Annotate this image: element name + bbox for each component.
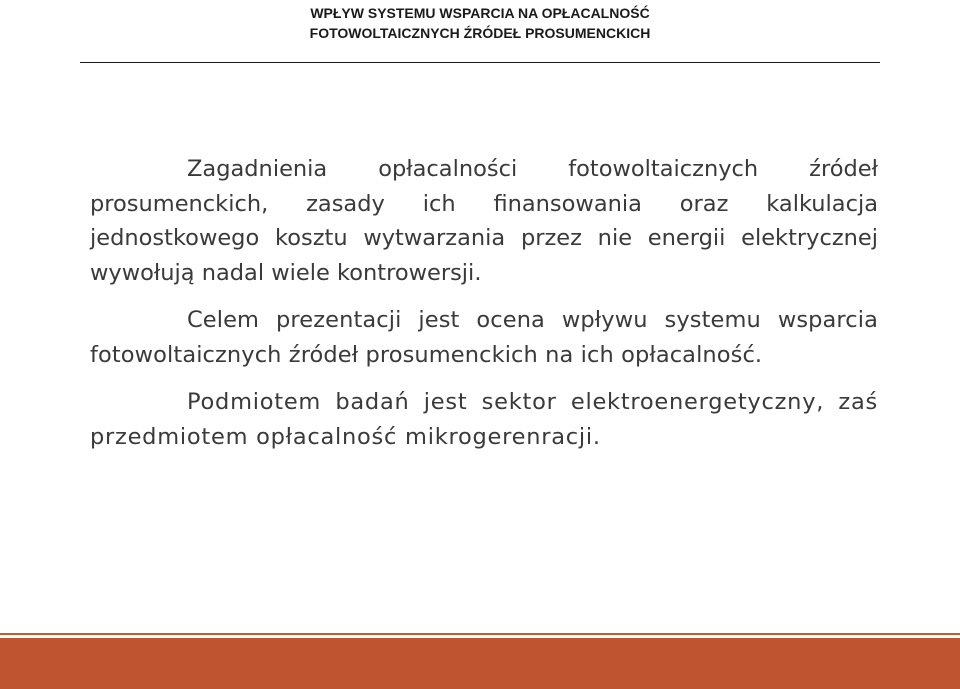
paragraph-2: Celem prezentacji jest ocena wpływu systemu wsparcia fotowoltaicznych źródeł prosumenckich na ich opłacalność. xyxy=(90,307,878,368)
footer-bar xyxy=(0,638,960,689)
header-title-line-1: WPŁYW SYSTEMU WSPARCIA NA OPŁACALNOŚĆ xyxy=(310,5,650,21)
paragraph-1: Zagadnienia opłacalności fotowoltaicznych źródeł prosumenckich, zasady ich finansowania oraz kalkulacja jednostkowego kosztu wytwarzania przez nie energii elektrycznej wywołują nadal wiele kontrowersji. xyxy=(90,156,878,286)
header-divider xyxy=(80,62,880,63)
header-title-line-2: FOTOWOLTAICZNYCH ŹRÓDEŁ PROSUMENCKICH xyxy=(309,25,651,41)
slide-body xyxy=(90,152,878,454)
slide-header xyxy=(0,3,960,43)
footer-accent-line xyxy=(0,633,960,635)
paragraph-3: Podmiotem badań jest sektor elektroenergetyczny, zaś przedmiotem opłacalność mikrogerenracji. xyxy=(90,389,878,450)
